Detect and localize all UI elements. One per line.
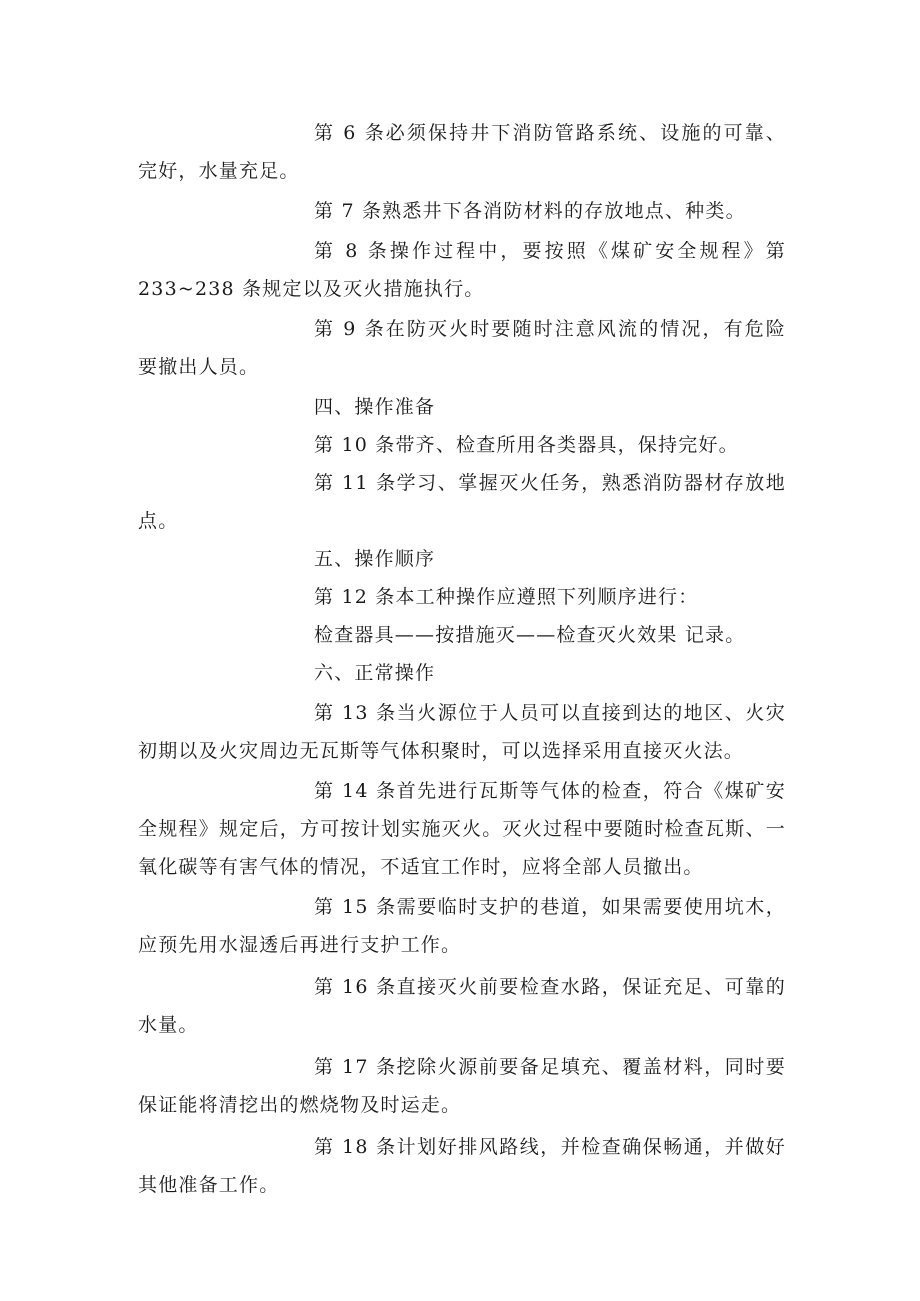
section-heading-normal-operation: 六、正常操作 <box>314 662 436 684</box>
paragraph-article-9: 第 9 条在防灭火时要随时注意风流的情况，有危险要撤出人员。 <box>138 318 786 378</box>
document-body <box>138 114 786 1204</box>
paragraph-article-11: 第 11 条学习、掌握灭火任务，熟悉消防器材存放地点。 <box>138 472 786 532</box>
paragraph-article-15: 第 15 条需要临时支护的巷道，如果需要使用坑木，应预先用水湿透后再进行支护工作。 <box>138 896 786 956</box>
paragraph-article-10: 第 10 条带齐、检查所用各类器具，保持完好。 <box>314 434 739 456</box>
paragraph-sequence-steps: 检查器具——按措施灭——检查灭火效果 记录。 <box>314 624 746 646</box>
paragraph-article-14: 第 14 条首先进行瓦斯等气体的检查，符合《煤矿安全规程》规定后，方可按计划实施灭火。灭火过程中要随时检查瓦斯、一氧化碳等有害气体的情况，不适宜工作时，应将全部人员撤出。 <box>138 780 786 878</box>
paragraph-article-18: 第 18 条计划好排风路线，并检查确保畅通，并做好其他准备工作。 <box>138 1136 786 1196</box>
paragraph-article-17: 第 17 条挖除火源前要备足填充、覆盖材料，同时要保证能将清挖出的燃烧物及时运走。 <box>138 1056 786 1116</box>
paragraph-article-8: 第 8 条操作过程中，要按照《煤矿安全规程》第233~238 条规定以及灭火措施执行。 <box>138 240 786 300</box>
paragraph-article-16: 第 16 条直接灭火前要检查水路，保证充足、可靠的水量。 <box>138 976 786 1036</box>
section-heading-operation-preparation: 四、操作准备 <box>314 396 436 418</box>
section-heading-operation-sequence: 五、操作顺序 <box>314 548 436 570</box>
paragraph-article-13: 第 13 条当火源位于人员可以直接到达的地区、火灾初期以及火灾周边无瓦斯等气体积聚时，可以选择采用直接灭火法。 <box>138 702 786 762</box>
paragraph-article-6: 第 6 条必须保持井下消防管路系统、设施的可靠、完好，水量充足。 <box>138 122 786 182</box>
paragraph-article-7: 第 7 条熟悉井下各消防材料的存放地点、种类。 <box>314 200 746 222</box>
paragraph-article-12: 第 12 条本工种操作应遵照下列顺序进行： <box>314 586 699 608</box>
